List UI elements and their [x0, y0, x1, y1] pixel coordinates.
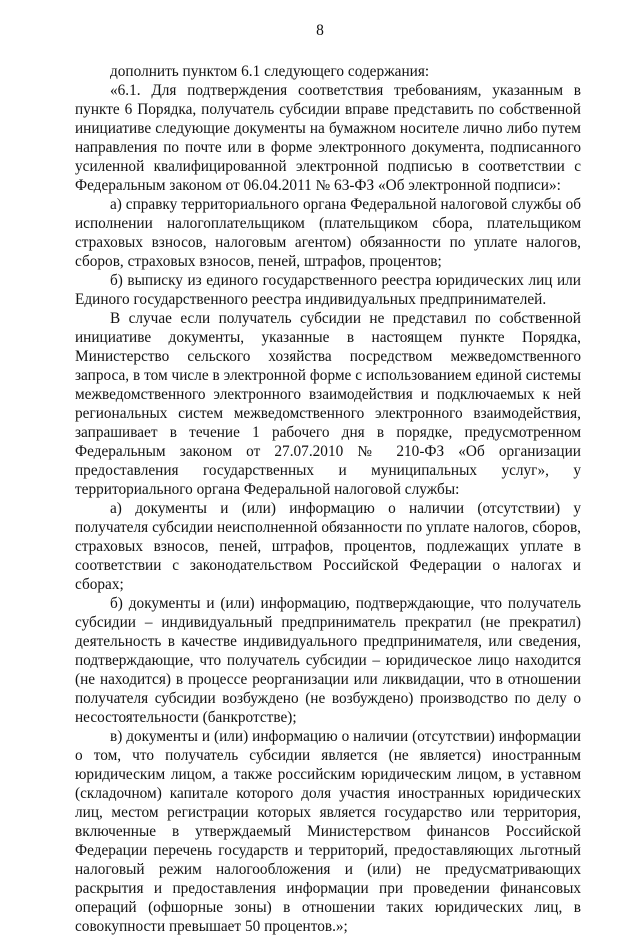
page-number: 8 — [316, 22, 324, 39]
paragraph-request-b: б) документы и (или) информацию, подтверждающие, что получатель субсидии – индивидуальный предприниматель прекратил (не прекратил) деятельность в качестве индивидуального предпринимателя, или сведения, подтверждающие, что получатель субсидии – юридическое лицо находится (не находится) в процессе реорганизации или ликвидации, что в отношении получателя субсидии возбуждено (не возбуждено) производство по делу о несостоятельности (банкротстве); — [75, 595, 581, 726]
paragraph-6-1: «6.1. Для подтверждения соответствия требованиям, указанным в пункте 6 Порядка, получатель субсидии вправе представить по собственной инициативе следующие документы на бумажном носителе лично либо путем направления по почте или в форме электронного документа, подписанного усиленной квалифицированной электронной подписью в соответствии с Федеральным законом от 06.04.2011 № 63-ФЗ «Об электронной подписи»: — [75, 82, 581, 194]
paragraph-interagency-request: В случае если получатель субсидии не представил по собственной инициативе документы, указанные в настоящем пункте Порядка, Министерство сельского хозяйства посредством межведомственного запроса, в том числе в электронной форме с использованием единой системы межведомственного электронного взаимодействия и подключаемых к ней региональных систем межведомственного электронного взаимодействия, запрашивает в течение 1 рабочего дня в порядке, предусмотренном Федеральным законом от 27.07.2010 № 210-ФЗ «Об организации предоставления государственных и муниципальных услуг», у территориального органа Федеральной налоговой службы: — [75, 310, 581, 498]
paragraph-request-a: а) документы и (или) информацию о наличии (отсутствии) у получателя субсидии неисполненной обязанности по уплате налогов, сборов, страховых взносов, пеней, штрафов, процентов, подлежащих уплате в соответствии с законодательством Российской Федерации о налогах и сборах; — [75, 500, 581, 593]
paragraph-6-1-b: б) выписку из единого государственного реестра юридических лиц или Единого государственного реестра индивидуальных предпринимателей. — [75, 272, 581, 308]
paragraph-request-c: в) документы и (или) информацию о наличии (отсутствии) информации о том, что получатель субсидии является (не является) иностранным юридическим лицом, а также российским юридическим лицом, в уставном (складочном) капитале которого доля участия иностранных юридических лиц, местом регистрации которых является государство или территория, включенные в утверждаемый Министерством финансов Российской Федерации перечень государств и территорий, предоставляющих льготный налоговый режим налогообложения и (или) не предусматривающих раскрытия и предоставления информации при проведении финансовых операций (офшорные зоны) в отношении таких юридических лиц, в совокупности превышает 50 процентов.»; — [75, 728, 581, 935]
paragraph-intro: дополнить пунктом 6.1 следующего содержания: — [110, 63, 430, 80]
paragraph-6-1-a: а) справку территориального органа Федеральной налоговой службы об исполнении налогоплательщиком (плательщиком сбора, плательщиком страховых взносов, налоговым агентом) обязанности по уплате налогов, сборов, страховых взносов, пеней, штрафов, процентов; — [75, 196, 581, 270]
document-body — [75, 62, 581, 936]
